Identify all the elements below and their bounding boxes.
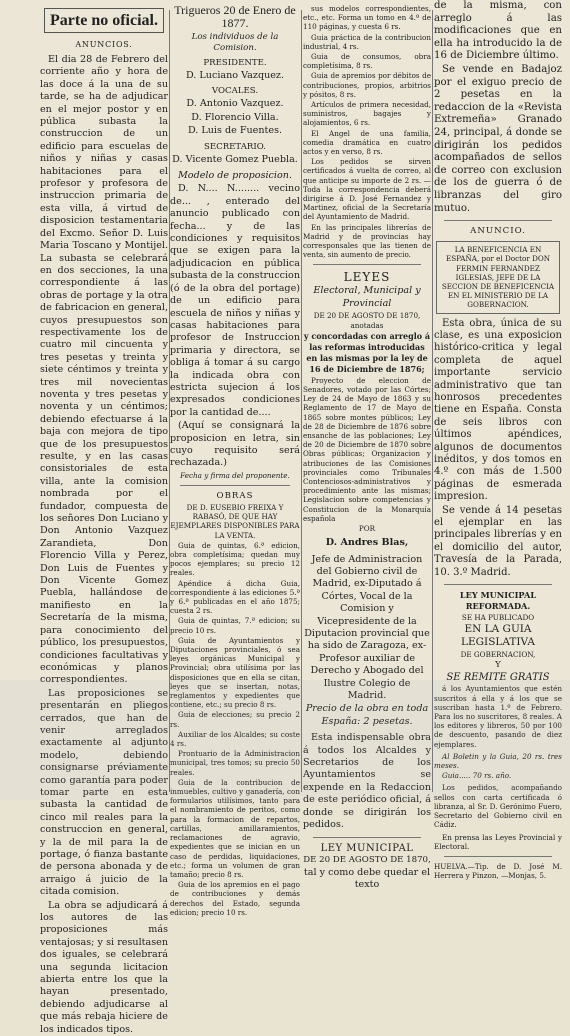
- paragraph: Se vende en Badajoz por el exiguo precio de 2 pesetas en la redaccion de la «Revista Extremeña» Granado 24, principal, á donde se dirigirán los pedidos acompañados de sellos de correo con exclusion de los de guerra ó de libranzas del giro mutuo.: [434, 63, 562, 214]
- secretario-name: D. Vicente Gomez Puebla.: [172, 153, 298, 165]
- remite-gratis: SE REMITE GRATIS: [446, 672, 550, 684]
- divider: [313, 264, 421, 265]
- modelo-sign: Fecha y firma del proponente.: [180, 470, 290, 480]
- list-item: Guia práctica de la contribucion industrial, 4 rs.: [303, 32, 431, 51]
- commission-label: Los individuos de la Comision.: [191, 32, 279, 53]
- imprenta: HUELVA.—Tip. de D. José M. Herrera y Pinzon, —Monjas, 5.: [434, 861, 562, 881]
- divider: [444, 220, 552, 221]
- list-item: Los pedidos se sirven certificados á vuelta de correo, al que anticipe su importe de 2 rs. —Toda la correspondencia deberá dirigirse á D. José Fernandez y Martinez, oficial de la Secretaría del Ayuntamiento de Madrid.: [303, 157, 431, 222]
- place-date: Trigueros 20 de Enero de 1877.: [174, 3, 296, 30]
- list-item: Prontuario de la Administracion municipal, tres tomos; su precio 50 reales.: [170, 749, 300, 777]
- list-item: Guia de elecciones; su precio 2 rs.: [170, 710, 300, 729]
- divider: [313, 837, 421, 838]
- watermark-stamp: [0, 680, 570, 800]
- list-item: Guia de quintas, 6.ª edicion, obra completísima; quedan muy pocos ejemplares; su precio 12 reales.: [170, 540, 300, 578]
- leyes-description: y concordadas con arreglo á las reformas introducidas en las mismas por la ley de 16 de Diciembre de 1876;: [303, 330, 431, 374]
- pedidos-note: Los pedidos, acompañando sellos con carta certificada ó libranza, al Sr. D. Gerónimo Fuero, Secretario del Gobierno civil en Cádiz.: [434, 783, 562, 830]
- ley-municipal-date: DE 20 DE AGOSTO DE 1870,: [303, 854, 431, 865]
- list-item: Auxiliar de los Alcaldes; su coste 4 rs.: [170, 729, 300, 749]
- modelo-title: Modelo de proposicion.: [177, 170, 293, 182]
- divider: [444, 856, 552, 857]
- president-name: D. Luciano Vazquez.: [185, 70, 285, 81]
- list-item: Guia de la contribucion de inmuebles, cultivo y ganadería, con formularios utilísimos, tanto para el nombramiento de peritos, como para la formacion de repartos, cartillas, amillaramientos, reclamaciones de agravio, expedientes que se inician en un caso de perdidas, liquidaciones, etc.; forma un volumen de gran tamaño; precio 8 rs.: [170, 777, 300, 879]
- paragraph: Las proposiciones se presentarán en pliegos cerrados, que han de venir arreglados exactamente al adjunto modelo, debiendo consignarse préviamente como garantía para poder tomar parte en esta subasta la cantidad de cinco mil reales para la construccion en general, y la de mil para la de portage, ó fianza bastante de persona abonada y de arraigo á juicio de la citada comision.: [40, 687, 168, 898]
- section-header: Parte no oficial.: [44, 8, 164, 33]
- obras-title: OBRAS: [216, 490, 254, 501]
- precio-line: Precio de la obra en toda España: 2 pesetas.: [305, 703, 429, 727]
- guia-legislativa: EN LA GUIA LEGISLATIVA: [461, 623, 535, 649]
- list-item: sus modelos correspondientes, etc., etc. Forma un tomo en 4.º de 110 páginas, y cuesta 6 rs.: [303, 4, 431, 32]
- anuncios-heading: ANUNCIOS.: [75, 40, 133, 49]
- leyes-title: LEYES: [343, 270, 391, 285]
- list-item: Guia de los apremios en el pago de contribuciones y demás derechos del Estado, segunda edicion; precio 10 rs.: [170, 880, 300, 917]
- paragraph: á los Ayuntamientos que estén suscritos á ella y á los que se suscriban hasta 1.º de Febrero. Para los no suscritores, 8 reales. A los editores y libreros, 50 por 100 de descuento, pasando de diez ejemplares.: [434, 684, 562, 749]
- secretario-label: SECRETARIO.: [203, 141, 267, 152]
- paragraph: de la misma, con arreglo á las modificaciones que en ella ha introducido la de 16 de Diciembre último.: [434, 0, 562, 62]
- price-line: Al Boletin y la Guia, 20 rs. tres meses.: [434, 751, 562, 771]
- president-label: PRESIDENTE.: [203, 58, 267, 68]
- list-item: Guia de quintas, 7.ª edicion; su precio 10 rs.: [170, 616, 300, 635]
- list-item: En las principales librerías de Madrid y de provincias hay corresponsales que las tienen de venta, sin aumento de precio.: [303, 222, 431, 260]
- indispensable-note: Esta indispensable obra á todos los Alcaldes y Secretarios de los Ayuntamientos se expende en la Redaccion de este periódico oficial, á donde se dirigirán los pedidos.: [303, 732, 431, 831]
- list-item: El Angel de una familia, comedia dramática en cuatro actos y en verso, 8 rs.: [303, 128, 431, 157]
- publicado-label: SE HA PUBLICADO: [461, 613, 535, 623]
- paragraph: Se vende á 14 pesetas el ejemplar en las principales librerías y en el domicilio del autor, Travesía de la Parada, 10. 3.º Madrid.: [434, 504, 562, 578]
- list-item: Apéndice á dicha Guia, correspondiente á las ediciones 5.ª y 6.ª publicadas en el año 1875; cuesta 2 rs.: [170, 578, 300, 616]
- divider: [180, 485, 290, 486]
- leyes-subtitle: Electoral, Municipal y Provincial: [313, 285, 421, 309]
- list-item: Guia de consumos, obra completísima, 8 rs.: [303, 52, 431, 71]
- paragraph: El dia 28 de Febrero del corriente año y hora de las doce á la una de su tarde, se ha de adjudicar en el mejor postor y en pública subasta la construccion de un edificio para escuelas de niños y niñas y casas habitaciones para el profesor y profesora de instruccion primaria de esta villa, á virtud de disposicion testamentaria del Excmo. Señor D. Luis Maria Toscano y Montijel. La subasta se celebrará en dos secciones, la una correspondiente á las obras de portage y la otra de fabricacion en general, cuyos presupuestos son respectivamente los de cuatro mil cincuenta y tres pesetas y treinta y siete céntimos y treinta y tres mil novecientas noventa y tres pesetas y noventa y un céntimos; debiendo efectuarse á la baja con mejora de tipo que de los presupuestos resulte, y en las casas consistoriales de esta villa, ante la comision nombrada por el fundador, compuesta de los señores Don Luciano y Don Antonio Vazquez Zarandieta, Don Florencio Villa y Perez, Don Luis de Fuentes y Don Vicente Gomez Puebla, hallándose de manifiesto en la Secretaría de la misma, para conocimiento del público, los presupuestos, condiciones facultativas y económicas y planos correspondientes.: [40, 54, 168, 686]
- ley-municipal-title: LEY MUNICIPAL: [320, 842, 414, 854]
- conjunction: Y: [495, 660, 501, 671]
- obras-subtitle: DE D. EUSEBIO FREIXA Y RABASÓ, DE QUE HAY EJEMPLARES DISPONIBLES PARA LA VENTA.: [170, 502, 300, 540]
- modelo-text: D. N.... N........ vecino de... , enterado del anuncio publicado con fecha... y de las condiciones y requisitos que se exigen para la adjudicacion en pública subasta de la construccion (ó de la obra del portage) de un edificio para escuela de niños y niñas y casas habitaciones para profesor de Instruccion primaria y directora, se obliga á tomar á su cargo la indicada obra con estricta sujecion á los expresados condiciones por la cantidad de....: [170, 183, 300, 418]
- autor-description: Jefe de Administracion del Gobierno civil de Madrid, ex-Diputado á Córtes, Vocal de la Comision y Vicepresidente de la Diputacion provincial que ha sido de Zaragoza, ex-Profesor auxiliar de Derecho y Abogado del Ilustre Colegio de Madrid.: [304, 553, 430, 702]
- list-item: Guia de Ayuntamientos y Diputaciones provinciales, ó sea leyes orgánicas Municipal y Provincial; obra utilísima por las disposiciones que en ella se citan, leyes que se insertan, notas, reglamentos y expedientes que contiene, etc.; su precio 8 rs.: [170, 635, 300, 710]
- venta-note: En prensa las Leyes Provincial y Electoral.: [434, 832, 562, 851]
- divider: [444, 584, 552, 585]
- vocales-label: VOCALES.: [211, 86, 259, 97]
- paragraph: La obra se adjudicará á los autores de las proposiciones más ventajosas; y si resultasen dos iguales, se celebrará una segunda licitacion abierta entre los que la hayan presentado, debiendo adjudicarse al que más rebaja hiciere de los indicados tipos.: [40, 899, 168, 1035]
- price-line: Guia..... 70 rs. año.: [442, 771, 512, 781]
- autor-name: D. Andres Blas,: [325, 537, 409, 549]
- paragraph: Esta obra, única de su clase, es una exposicion histórico-critica y legal completa de aquel importante servicio administrativo que tan honrosos precedentes tiene en España. Consta de seis libros con últimos apéndices, algunos de documentos inéditos, y dos tomos en 4.º con más de 1.500 páginas de esmerada impresion.: [434, 317, 562, 503]
- ley-reformada-title: LEY MUNICIPAL REFORMADA.: [459, 590, 537, 612]
- column-rule: [301, 10, 302, 792]
- vocal-name: D. Antonio Vazquez.: [186, 98, 284, 110]
- autor-por: POR: [358, 523, 376, 533]
- gobernacion-label: DE GOBERNACION,: [460, 650, 536, 660]
- leyes-contents: Proyecto de eleccion de Senadores, votado por las Córtes; Ley de 24 de Mayo de 1863 y su Reglamento de 17 de Mayo de 1865 sobre montes públicos; Ley de 28 de Diciembre de 1876 sobre ensanche de las poblaciones; Ley de 20 de Diciembre de 1870 sobre Obras públicas; Organizacion y atribuciones de las Comisiones provinciales como Tribunales Contenciosos-administrativos y procedimiento ante las mismas; Legislacion sobre competencias y Constitucion de la Monarquía española: [303, 375, 431, 523]
- vocal-name: D. Luis de Fuentes.: [187, 125, 283, 137]
- modelo-note: (Aquí se consignará la proposicion en letra, sin cuyo requisito será rechazada.): [170, 420, 300, 469]
- anuncio-title: ANUNCIO.: [470, 226, 526, 237]
- column-rule: [432, 10, 433, 792]
- leyes-date: DE 20 DE AGOSTO DE 1870, anotadas: [313, 311, 421, 330]
- list-item: Artículos de primera necesidad, suministros, bagajes y alojamientos, 6 rs.: [303, 100, 431, 128]
- list-item: Guia de apremios por débitos de contribuciones, propios, arbitrios y pósitos, 8 rs.: [303, 71, 431, 99]
- ley-municipal-desc: tal y como debe quedar el texto: [303, 866, 431, 890]
- vocal-name: D. Florencio Villa.: [191, 111, 279, 123]
- anuncio-box: LA BENEFICENCIA EN ESPAÑA, por el Doctor DON FERMIN FERNANDEZ IGLESIAS, JEFE DE LA SECCION DE BENEFICENCIA EN EL MINISTERIO DE LA GOBERNACION.: [436, 241, 560, 313]
